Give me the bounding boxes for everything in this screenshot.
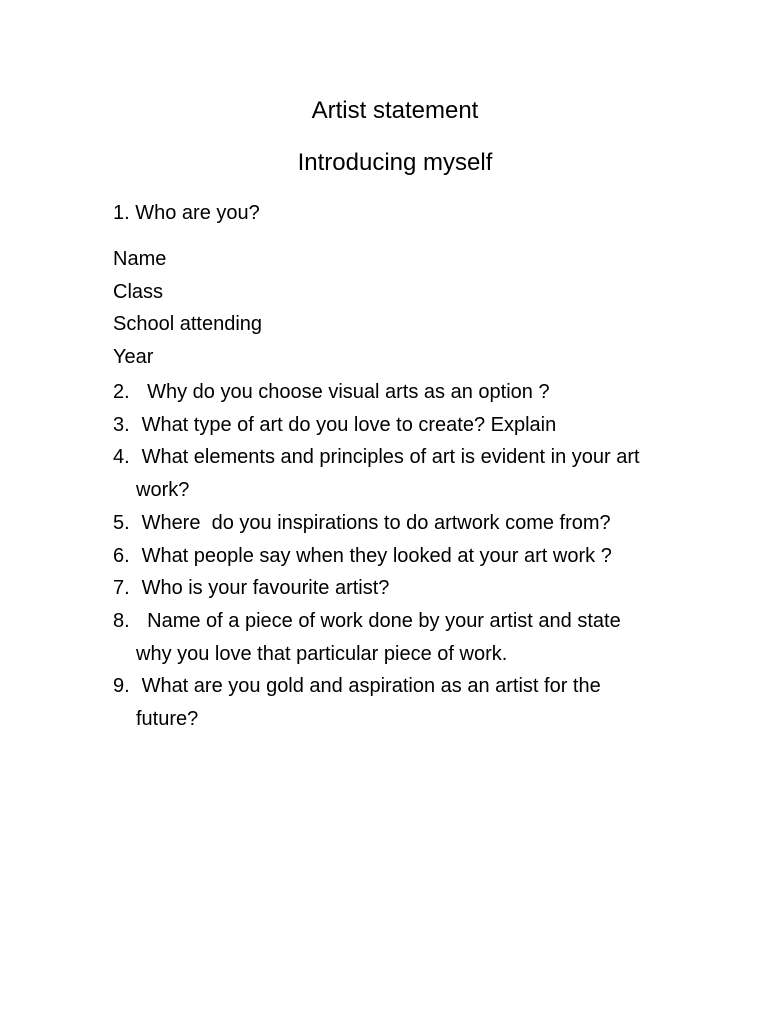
question-8 <box>113 605 673 670</box>
question-2 <box>113 376 673 409</box>
question-4 <box>113 441 673 506</box>
question-3 <box>113 409 673 442</box>
info-field-name: Name <box>113 248 167 270</box>
question-9 <box>113 670 673 735</box>
question-text: What people say when they looked at your art work ? <box>136 544 612 567</box>
info-fields-list <box>113 245 262 376</box>
question-text: Why do you choose visual arts as an option ? <box>136 381 550 403</box>
question-number: 2. <box>113 381 130 403</box>
question-text: Where do you inspirations to do artwork come from? <box>136 511 611 534</box>
question-number: 8. <box>113 609 130 632</box>
question-number: 3. <box>113 413 130 436</box>
question-text: What elements and principles of art is evident in your art work? <box>136 446 640 502</box>
question-1: 1. Who are you? <box>113 202 260 224</box>
question-6 <box>113 540 673 573</box>
document-subtitle: Introducing myself <box>297 149 493 176</box>
question-text: What are you gold and aspiration as an artist for the future? <box>136 675 601 731</box>
question-number: 9. <box>113 675 130 698</box>
info-field-class: Class <box>113 280 164 303</box>
question-text: Who is your favourite artist? <box>136 577 390 600</box>
question-5 <box>113 507 673 540</box>
questions-list <box>113 376 673 736</box>
question-number: 7. <box>113 577 130 600</box>
document-title: Artist statement <box>311 97 479 124</box>
question-number: 6. <box>113 544 130 567</box>
question-text: Name of a piece of work done by your artist and state why you love that particular piece of work. <box>136 609 621 665</box>
question-number: 4. <box>113 446 130 469</box>
question-number: 5. <box>113 511 130 534</box>
info-field-school: School attending <box>113 313 263 336</box>
info-field-year: Year <box>113 346 154 369</box>
question-7 <box>113 572 673 605</box>
question-text: What type of art do you love to create? Explain <box>136 413 557 436</box>
